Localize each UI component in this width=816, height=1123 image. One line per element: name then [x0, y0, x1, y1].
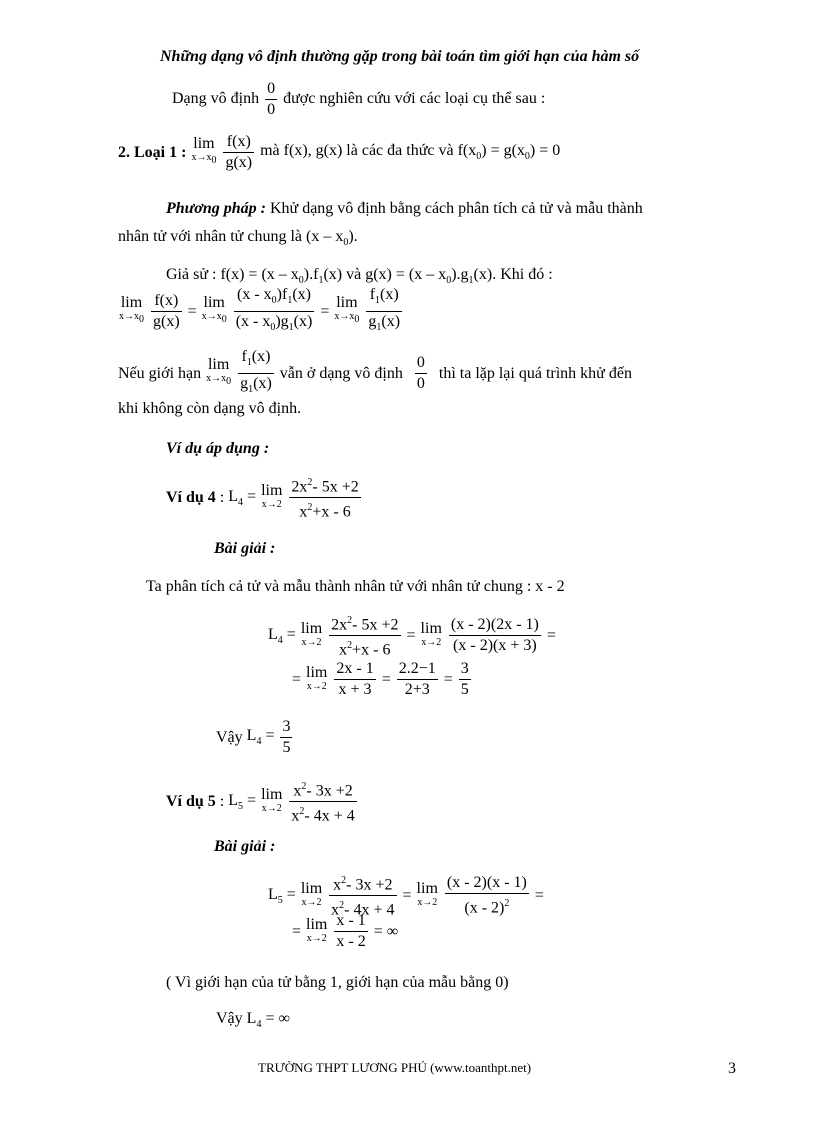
ex4-step-2: = lim x→2 $\frac{2x - 1}{x + 3}$ = $\frac{2.2-1}{2+3}$ = $\frac{3}{5}$: [292, 660, 469, 698]
ex4-step-1: $L_4$ = lim x→2 $\frac{2x^2- 5x +2}{x^2+x - 6}$ = lim x→2 $\frac{(x - 2)(2x - 1)}{(x - 2)(x + 3)}$ =: [268, 612, 556, 660]
solution-4-label: Bài giải :: [214, 540, 276, 557]
zero-over-zero: $\frac{0}{0}$: [267, 80, 276, 118]
general-equation: lim $x\to x_0$ $\frac{f(x)}{g(x)}$ = lim $x\to x_0$ $\frac{(x - x_0)f_1(x)}{(x - x_0)g_1(x)}$ = lim $x\to x_0$ $\frac{f_1(x)}{g_1(x)}$: [119, 286, 401, 334]
if-line: Nếu giới hạn lim $x\to x_0$ $\frac{f_1(x)}{g_1(x)}$ vẫn ở dạng vô định $\frac{0}{0}$ thì ta lặp lại quá trình khử đến: [118, 348, 632, 396]
ex5-step-1: $L_5$ = lim x→2 $\frac{x^2- 3x +2}{x^2- 4x + 4}$ = lim x→2 $\frac{(x - 2)(x - 1)}{(x - 2)^2}$ =: [268, 872, 544, 920]
section-heading: 2. Loại 1 : lim $x\to x_0$ $\frac{f(x)}{g(x)}$ mà f(x), g(x) là các đa thức và $f(x_0) = g(x_0) = 0$: [118, 133, 561, 171]
method-line-1: Phương pháp : Khử dạng vô định bằng cách phân tích cả tử và mẫu thành: [166, 200, 643, 217]
ex5-conclusion: Vậy $L_4$ = ∞: [216, 1010, 290, 1031]
if-line-2: khi không còn dạng vô định.: [118, 400, 302, 417]
ex4-conclusion: Vậy $L_4$ = $\frac{3}{5}$: [216, 718, 291, 756]
page-number: 3: [728, 1060, 736, 1077]
solution-5-label: Bài giải :: [214, 838, 276, 855]
method-line-2: nhân tử với nhân tử chung là $(x - x_0)$.: [118, 228, 358, 249]
ex5-note: ( Vì giới hạn của tử bằng 1, giới hạn của mẫu bằng 0): [166, 974, 509, 991]
examples-label: Ví dụ áp dụng :: [166, 440, 270, 457]
suppose-line: Giả sử : $f(x) = (x - x_0).f_1(x)$ và $g(x) = (x - x_0).g_1(x)$. Khi đó :: [166, 266, 553, 287]
page-header: Những dạng vô định thường gặp trong bài toán tìm giới hạn của hàm số: [160, 48, 640, 65]
ex4-analysis: Ta phân tích cả tử và mẫu thành nhân tử với nhân tử chung : x - 2: [146, 578, 565, 595]
example-4: Ví dụ 4 : $L_4$ = lim x→2 $\frac{2x^2- 5x +2}{x^2+x - 6}$: [166, 474, 363, 522]
example-5: Ví dụ 5 : $L_5$ = lim x→2 $\frac{x^2- 3x +2}{x^2- 4x + 4}$: [166, 778, 359, 826]
ex5-step-2: = lim x→2 $\frac{x - 1}{x - 2}$ = ∞: [292, 912, 399, 950]
page-footer: TRƯỜNG THPT LƯƠNG PHÚ (www.toanthpt.net): [258, 1060, 532, 1075]
intro-line: Dạng vô định $\frac{0}{0}$ được nghiên cứu với các loại cụ thể sau :: [172, 80, 546, 118]
